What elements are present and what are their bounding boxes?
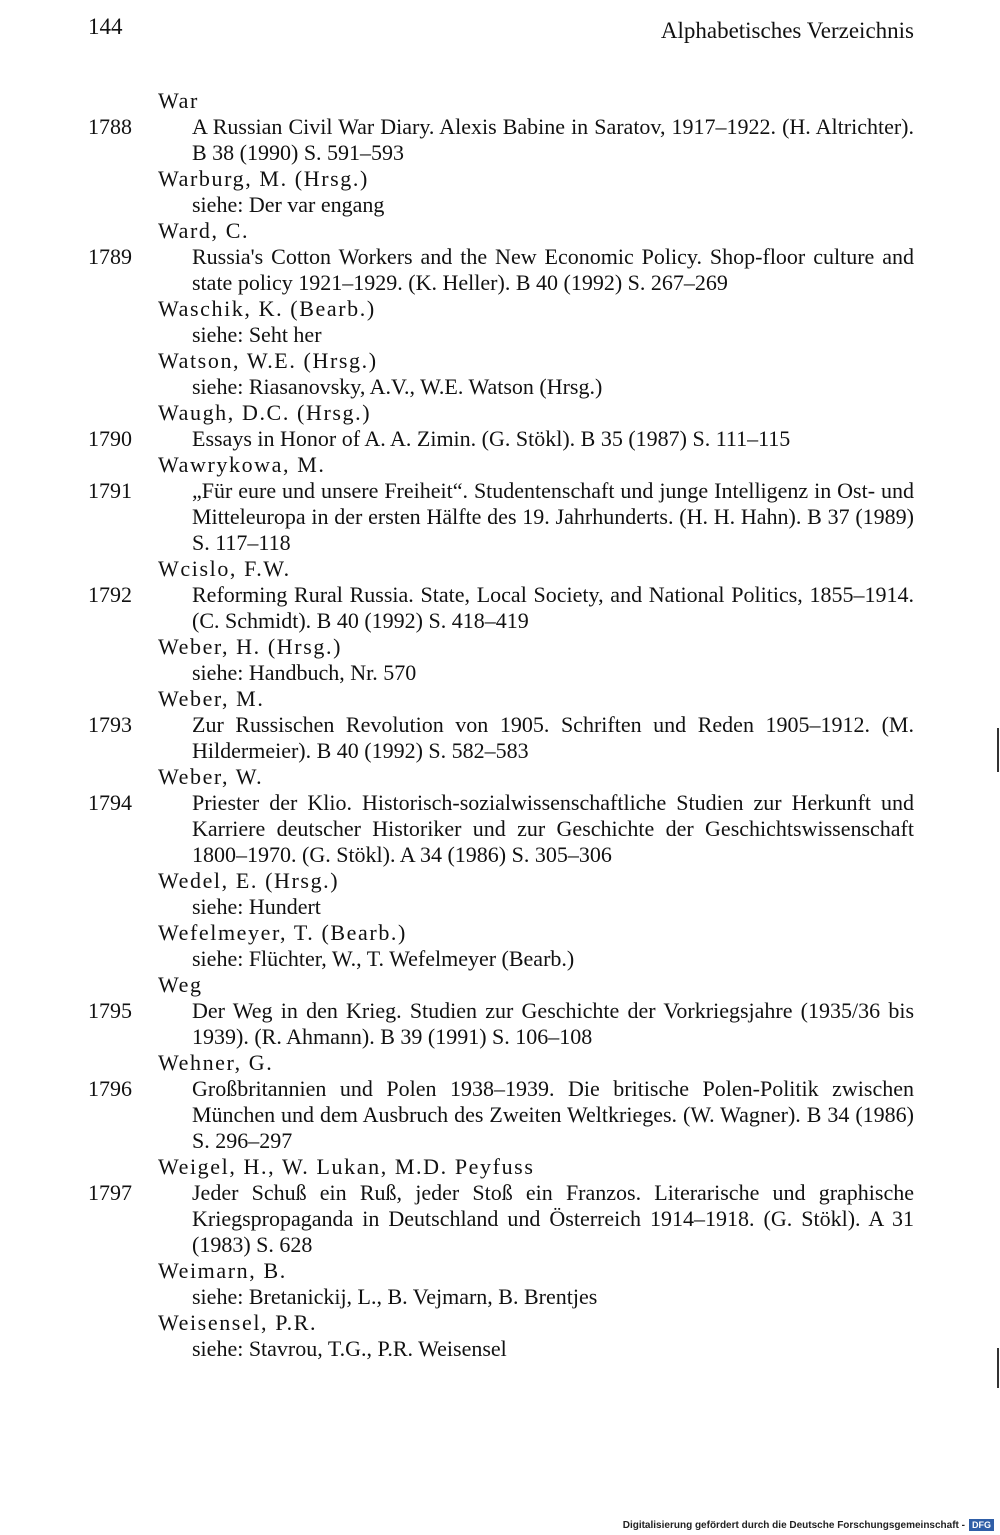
cross-reference: siehe: Flüchter, W., T. Wefelmeyer (Bearb.) — [192, 946, 575, 971]
cross-reference: siehe: Hundert — [192, 894, 321, 919]
entry-number: 1796 — [88, 1076, 132, 1101]
author-heading: Ward, C. — [158, 218, 250, 243]
entry-number: 1789 — [88, 244, 132, 269]
author-heading: War — [158, 88, 199, 113]
dfg-logo: DFG — [969, 1519, 994, 1531]
author-heading: Wehner, G. — [158, 1050, 274, 1075]
cross-reference: siehe: Riasanovsky, A.V., W.E. Watson (Hrsg.) — [192, 374, 603, 399]
entry-number: 1795 — [88, 998, 132, 1023]
review-entry — [88, 114, 914, 166]
footer-credit: Digitalisierung gefördert durch die Deutsche Forschungsgemeinschaft - — [622, 1519, 965, 1531]
page-number: 144 — [88, 14, 123, 39]
entry-text: Priester der Klio. Historisch-sozialwissenschaftliche Studien zur Herkunft und Karriere deutscher Historiker und zur Geschichte der Geschichtswissenschaft 1800–1970. (G. Stökl). A 34 (1986) S. 305–306 — [192, 790, 914, 867]
running-title: Alphabetisches Verzeichnis — [660, 18, 914, 43]
cross-reference: siehe: Stavrou, T.G., P.R. Weisensel — [192, 1336, 507, 1361]
review-entry — [88, 478, 914, 556]
entry-text: Der Weg in den Krieg. Studien zur Geschichte der Vorkriegsjahre (1935/36 bis 1939). (R. Ahmann). B 39 (1991) S. 106–108 — [192, 998, 914, 1049]
author-heading: Warburg, M. (Hrsg.) — [158, 166, 369, 191]
author-heading: Wawrykowa, M. — [158, 452, 326, 477]
author-heading: Weisensel, P.R. — [158, 1310, 318, 1335]
entry-text: Reforming Rural Russia. State, Local Society, and National Politics, 1855–1914. (C. Schmidt). B 40 (1992) S. 418–419 — [192, 582, 914, 633]
review-entry — [88, 244, 914, 296]
entry-number: 1788 — [88, 114, 132, 139]
cross-reference: siehe: Der var engang — [192, 192, 385, 217]
entry-text: „Für eure und unsere Freiheit“. Studentenschaft und junge Intelligenz in Ost- und Mitteleuropa in der ersten Hälfte des 19. Jahrhunderts. (H. H. Hahn). B 37 (1989) S. 117–118 — [192, 478, 914, 555]
author-heading: Wefelmeyer, T. (Bearb.) — [158, 920, 407, 945]
review-entry — [88, 582, 914, 634]
entry-text: Großbritannien und Polen 1938–1939. Die britische Polen-Politik zwischen München und dem Ausbruch des Zweiten Weltkrieges. (W. Wagner). B 34 (1986) S. 296–297 — [192, 1076, 914, 1153]
author-heading: Weigel, H., W. Lukan, M.D. Peyfuss — [158, 1154, 535, 1179]
review-entry — [88, 1180, 914, 1258]
author-heading: Weber, H. (Hrsg.) — [158, 634, 342, 659]
author-heading: Weg — [158, 972, 203, 997]
entry-text: Jeder Schuß ein Ruß, jeder Stoß ein Franzos. Literarische und graphische Kriegspropaganda in Deutschland und Österreich 1914–1918. (G. Stökl). A 31 (1983) S. 628 — [192, 1180, 914, 1257]
entry-text: Russia's Cotton Workers and the New Economic Policy. Shop-floor culture and state policy 1921–1929. (K. Heller). B 40 (1992) S. 267–269 — [192, 244, 914, 295]
author-heading: Weber, W. — [158, 764, 264, 789]
review-entry — [88, 998, 914, 1050]
author-heading: Waugh, D.C. (Hrsg.) — [158, 400, 372, 425]
review-entry — [88, 712, 914, 764]
digitization-footer — [623, 1519, 994, 1531]
author-heading: Wcislo, F.W. — [158, 556, 291, 581]
review-entry — [88, 790, 914, 868]
entry-text: Zur Russischen Revolution von 1905. Schriften und Reden 1905–1912. (M. Hildermeier). B 40 (1992) S. 582–583 — [192, 712, 914, 763]
scan-margin-mark — [997, 728, 999, 772]
author-heading: Watson, W.E. (Hrsg.) — [158, 348, 378, 373]
page-header — [88, 14, 914, 50]
entry-number: 1793 — [88, 712, 132, 737]
entry-number: 1792 — [88, 582, 132, 607]
review-entry — [88, 426, 914, 452]
entry-number: 1797 — [88, 1180, 132, 1205]
review-entry — [88, 1076, 914, 1154]
entry-list — [88, 88, 914, 1362]
author-heading: Weber, M. — [158, 686, 265, 711]
entry-number: 1791 — [88, 478, 132, 503]
cross-reference: siehe: Handbuch, Nr. 570 — [192, 660, 417, 685]
entry-number: 1794 — [88, 790, 132, 815]
author-heading: Weimarn, B. — [158, 1258, 287, 1283]
author-heading: Waschik, K. (Bearb.) — [158, 296, 376, 321]
entry-number: 1790 — [88, 426, 132, 451]
cross-reference: siehe: Seht her — [192, 322, 322, 347]
entry-text: A Russian Civil War Diary. Alexis Babine in Saratov, 1917–1922. (H. Altrichter). B 38 (1990) S. 591–593 — [192, 114, 914, 165]
scan-margin-mark — [997, 1348, 999, 1388]
cross-reference: siehe: Bretanickij, L., B. Vejmarn, B. Brentjes — [192, 1284, 598, 1309]
entry-text: Essays in Honor of A. A. Zimin. (G. Stökl). B 35 (1987) S. 111–115 — [192, 426, 791, 451]
author-heading: Wedel, E. (Hrsg.) — [158, 868, 340, 893]
